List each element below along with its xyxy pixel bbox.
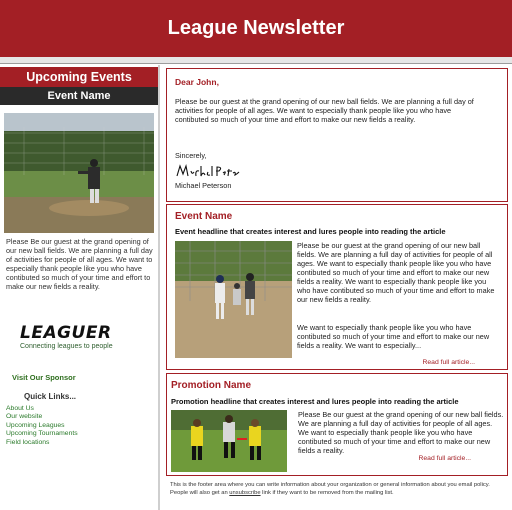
- newsletter-footer: [166, 481, 508, 497]
- event-read-more-link[interactable]: Read full article...: [422, 359, 475, 366]
- promo-article-headline: Promotion headline that creates interest and lures people into reading the article: [171, 397, 459, 406]
- event-article-title: Event Name: [175, 211, 233, 222]
- quick-link-our-website[interactable]: Our website: [6, 413, 43, 421]
- event-article-paragraph-1: Please be our guest at the grand opening of our new ball fields. We are planning a full day of activities for people of all ages. We want to especially thank people like you who have contibuted so much of your time and effort to make our new fields a reality. We want to especially thank people like you who have contibuted so much of your time and effort to make our new fields a reality.: [297, 241, 495, 304]
- sidebar-divider: [158, 65, 160, 510]
- baseball-pitcher-photo: [4, 113, 154, 233]
- footer-text-start: This is the footer area where you can write information about your organization or general information about you email policy. People will also get an: [170, 482, 490, 496]
- event-article-headline: Event headline that creates interest and lures people into reading the article: [175, 227, 446, 236]
- visit-sponsor-link[interactable]: Visit Our Sponsor: [12, 373, 76, 382]
- letter-closing: Sincerely,: [175, 151, 207, 160]
- promo-article-paragraph: Please Be our guest at the grand opening of our new ball fields. We are planning a full day of activities for people of all ages. We want to especially thank people like you who have contibuted so much of your time and effort to make our new fields a reality.: [298, 410, 504, 455]
- flag-football-photo: [171, 410, 287, 472]
- letter-body: Please be our guest at the grand opening of our new ball fields. We are planning a full day of activities for people of all ages. We want to especially thank people like you who have contibuted so much of your time and effort to make our new fields a reality.: [175, 97, 474, 124]
- unsubscribe-link[interactable]: unsubscribe: [229, 490, 261, 496]
- handwritten-signature: [175, 163, 241, 179]
- logo-tagline: Connecting leagues to people: [20, 343, 113, 350]
- youth-baseball-photo: [175, 241, 292, 358]
- letter-greeting: Dear John,: [175, 77, 219, 87]
- footer-text-end: link if they want to be removed from the mailing list.: [260, 490, 394, 496]
- sidebar: [0, 65, 158, 510]
- quick-links-heading: Quick Links...: [24, 392, 77, 401]
- upcoming-events-heading: Upcoming Events: [0, 67, 158, 87]
- logo-wordmark: LEAGUER: [20, 323, 112, 343]
- promo-article-title: Promotion Name: [171, 380, 252, 391]
- quick-link-upcoming-tournaments[interactable]: Upcoming Tournaments: [6, 430, 78, 438]
- header-divider: [0, 57, 512, 64]
- welcome-letter: [166, 68, 508, 202]
- letter-signer: Michael Peterson: [175, 181, 232, 190]
- newsletter-title: League Newsletter: [167, 17, 345, 39]
- quick-link-field-locations[interactable]: Field locations: [6, 438, 50, 446]
- event-article: [166, 204, 508, 370]
- sidebar-event-name: Event Name: [0, 87, 158, 105]
- newsletter-header: [0, 0, 512, 57]
- promotion-article: [166, 373, 508, 476]
- sidebar-event-description: Please Be our guest at the grand opening of our new ball fields. We are planning a full day of activities for people of all ages. We want to especially thank people like you who have contibuted so much of your time and effort to make our new fields a reality.: [6, 237, 153, 291]
- quick-links-list: [6, 405, 78, 447]
- leaguer-logo[interactable]: [20, 324, 130, 356]
- promo-read-more-link[interactable]: Read full article...: [418, 455, 471, 462]
- quick-link-upcoming-leagues[interactable]: Upcoming Leagues: [6, 421, 65, 429]
- event-article-paragraph-2: We want to especially thank people like you who have contibuted so much of your time and effort to make our new fields a reality. We want to especially...: [297, 323, 490, 350]
- quick-link-about-us[interactable]: About Us: [6, 405, 34, 412]
